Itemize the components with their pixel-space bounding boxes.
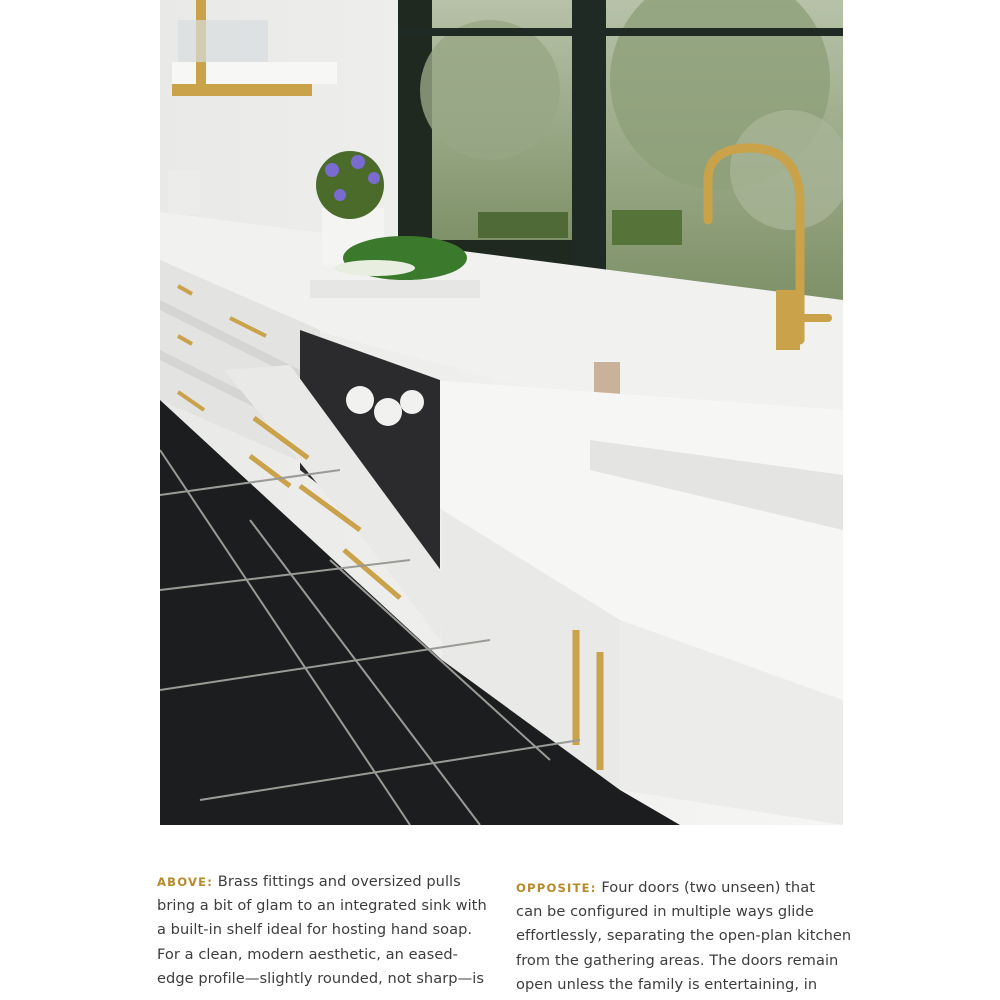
caption-opposite	[516, 876, 851, 997]
caption-line	[516, 876, 851, 900]
caption-line	[157, 870, 492, 894]
kitchen-illustration	[160, 0, 843, 825]
caption-line: a built-in shelf ideal for hosting hand soap.	[157, 921, 473, 939]
caption-line: effortlessly, separating the open-plan kitchen	[516, 927, 852, 945]
caption-line: edge profile—slightly rounded, not sharp—is	[157, 969, 484, 987]
caption-line: bring a bit of glam to an integrated sink with	[157, 897, 487, 915]
caption-line: from the gathering areas. The doors remain	[516, 951, 839, 969]
caption-above	[157, 870, 492, 991]
caption-text: Brass fittings and oversized pulls	[217, 873, 461, 890]
caption-line: open unless the family is entertaining, in	[516, 975, 818, 993]
caption-lead: ABOVE:	[157, 875, 214, 889]
caption-line: For a clean, modern aesthetic, an eased-	[157, 945, 458, 963]
caption-lead: OPPOSITE:	[516, 881, 597, 895]
caption-text: Four doors (two unseen) that	[601, 879, 815, 896]
kitchen-photo	[160, 0, 843, 825]
caption-line: can be configured in multiple ways glide	[516, 903, 814, 921]
